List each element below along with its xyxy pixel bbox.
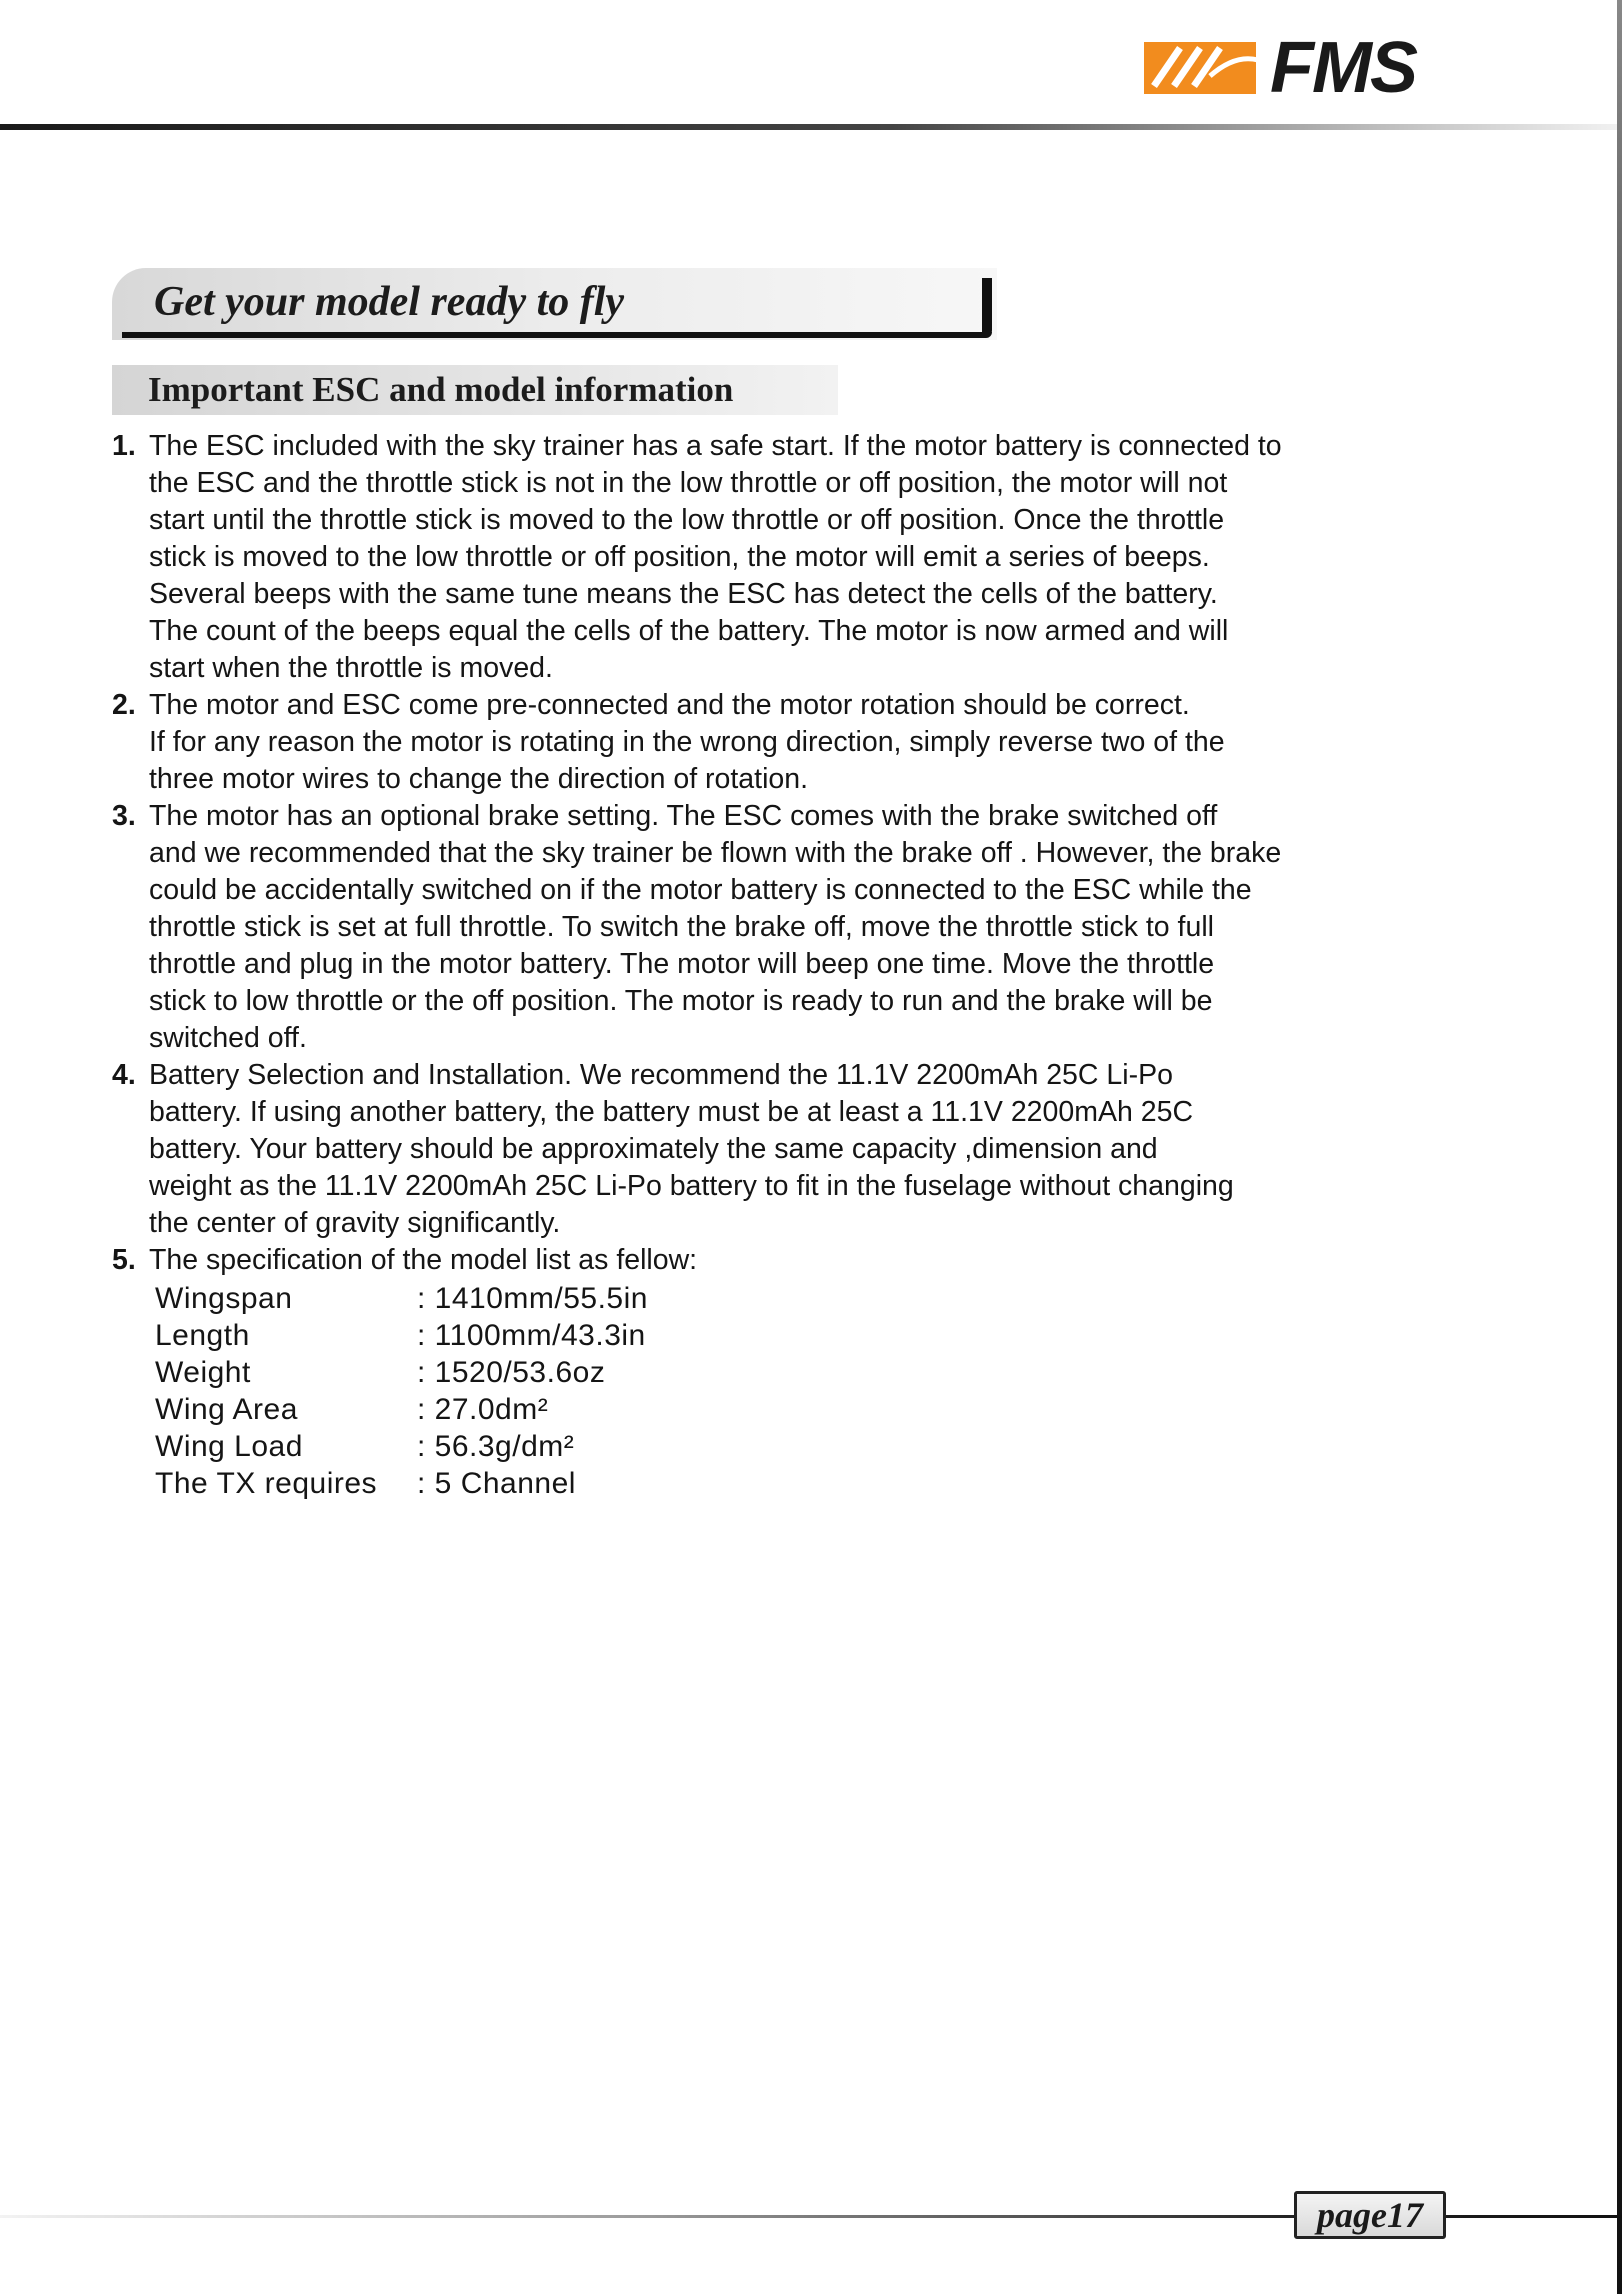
item-text-line: the ESC and the throttle stick is not in the low throttle or off position, the motor will not bbox=[149, 467, 1228, 499]
item-text-line: start until the throttle stick is moved to the low throttle or off position. Once the throttle bbox=[149, 504, 1225, 536]
item-text-line: stick to low throttle or the off position. The motor is ready to run and the brake will be bbox=[149, 985, 1213, 1017]
spec-value: : 56.3g/dm² bbox=[417, 1430, 575, 1463]
spec-label: Wing Load bbox=[155, 1430, 303, 1463]
spec-value: : 27.0dm² bbox=[417, 1393, 549, 1426]
spec-row bbox=[155, 1280, 648, 1317]
page-edge bbox=[1617, 0, 1622, 2294]
spec-label: Wingspan bbox=[155, 1282, 293, 1315]
spec-value: : 1100mm/43.3in bbox=[417, 1319, 646, 1352]
list-item bbox=[112, 1057, 1497, 1242]
item-number: 3. bbox=[112, 800, 136, 832]
spec-row bbox=[155, 1354, 648, 1391]
item-number: 5. bbox=[112, 1244, 136, 1276]
item-text-line: could be accidentally switched on if the motor battery is connected to the ESC while the bbox=[149, 874, 1252, 906]
spec-label: The TX requires bbox=[155, 1467, 378, 1500]
section-banner bbox=[112, 268, 997, 340]
item-text-line: battery. If using another battery, the battery must be at least a 11.1V 2200mAh 25C bbox=[149, 1096, 1194, 1128]
item-text-line: battery. Your battery should be approximately the same capacity ,dimension and bbox=[149, 1133, 1158, 1165]
item-number: 1. bbox=[112, 430, 136, 462]
spec-table bbox=[155, 1280, 648, 1502]
item-text-line: throttle stick is set at full throttle. To switch the brake off, move the throttle stick to full bbox=[149, 911, 1214, 943]
spec-value: : 1410mm/55.5in bbox=[417, 1282, 648, 1315]
list-item bbox=[112, 428, 1497, 687]
item-text-line: start when the throttle is moved. bbox=[149, 652, 553, 684]
subsection-title: Important ESC and model information bbox=[148, 370, 734, 409]
spec-value: : 5 Channel bbox=[417, 1467, 576, 1500]
item-text-line: If for any reason the motor is rotating in the wrong direction, simply reverse two of the bbox=[149, 726, 1225, 758]
spec-label: Wing Area bbox=[155, 1393, 298, 1426]
item-number: 4. bbox=[112, 1059, 136, 1091]
item-text-line: The count of the beeps equal the cells of the battery. The motor is now armed and will bbox=[149, 615, 1229, 647]
item-text-line: weight as the 11.1V 2200mAh 25C Li-Po battery to fit in the fuselage without changing bbox=[149, 1170, 1234, 1202]
item-text-line: the center of gravity significantly. bbox=[149, 1207, 561, 1239]
list-item bbox=[112, 1242, 1497, 1279]
item-text-line: and we recommended that the sky trainer be flown with the brake off . However, the brake bbox=[149, 837, 1282, 869]
banner-underline bbox=[122, 332, 992, 338]
item-text-line: stick is moved to the low throttle or off position, the motor will emit a series of beeps. bbox=[149, 541, 1210, 573]
item-text-line: switched off. bbox=[149, 1022, 307, 1054]
spec-row bbox=[155, 1391, 648, 1428]
list-item bbox=[112, 798, 1497, 1057]
spec-row bbox=[155, 1465, 648, 1502]
logo-text: FMS bbox=[1270, 28, 1416, 108]
item-text-line: throttle and plug in the motor battery. The motor will beep one time. Move the throttle bbox=[149, 948, 1215, 980]
item-text-line: The specification of the model list as fellow: bbox=[149, 1244, 698, 1276]
item-text-line: Battery Selection and Installation. We recommend the 11.1V 2200mAh 25C Li-Po bbox=[149, 1059, 1173, 1091]
item-text-line: The ESC included with the sky trainer has a safe start. If the motor battery is connected to bbox=[149, 430, 1282, 462]
fms-wing-icon bbox=[1140, 34, 1260, 102]
spec-row bbox=[155, 1428, 648, 1465]
item-number: 2. bbox=[112, 689, 136, 721]
fms-logo bbox=[1140, 28, 1460, 108]
header-rule bbox=[0, 124, 1622, 130]
item-text-line: The motor has an optional brake setting. The ESC comes with the brake switched off bbox=[149, 800, 1218, 832]
list-item bbox=[112, 687, 1497, 798]
spec-label: Weight bbox=[155, 1356, 251, 1389]
spec-value: : 1520/53.6oz bbox=[417, 1356, 606, 1389]
section-title: Get your model ready to fly bbox=[154, 279, 625, 325]
banner-hook bbox=[982, 278, 992, 338]
item-text-line: Several beeps with the same tune means the ESC has detect the cells of the battery. bbox=[149, 578, 1218, 610]
item-text-line: The motor and ESC come pre-connected and the motor rotation should be correct. bbox=[149, 689, 1190, 721]
page-number-tab bbox=[1294, 2191, 1446, 2239]
item-text-line: three motor wires to change the direction of rotation. bbox=[149, 763, 809, 795]
spec-row bbox=[155, 1317, 648, 1354]
spec-label: Length bbox=[155, 1319, 250, 1352]
subsection-banner bbox=[112, 365, 838, 415]
instruction-list bbox=[112, 428, 1497, 1279]
page-number: page17 bbox=[1317, 2195, 1423, 2235]
